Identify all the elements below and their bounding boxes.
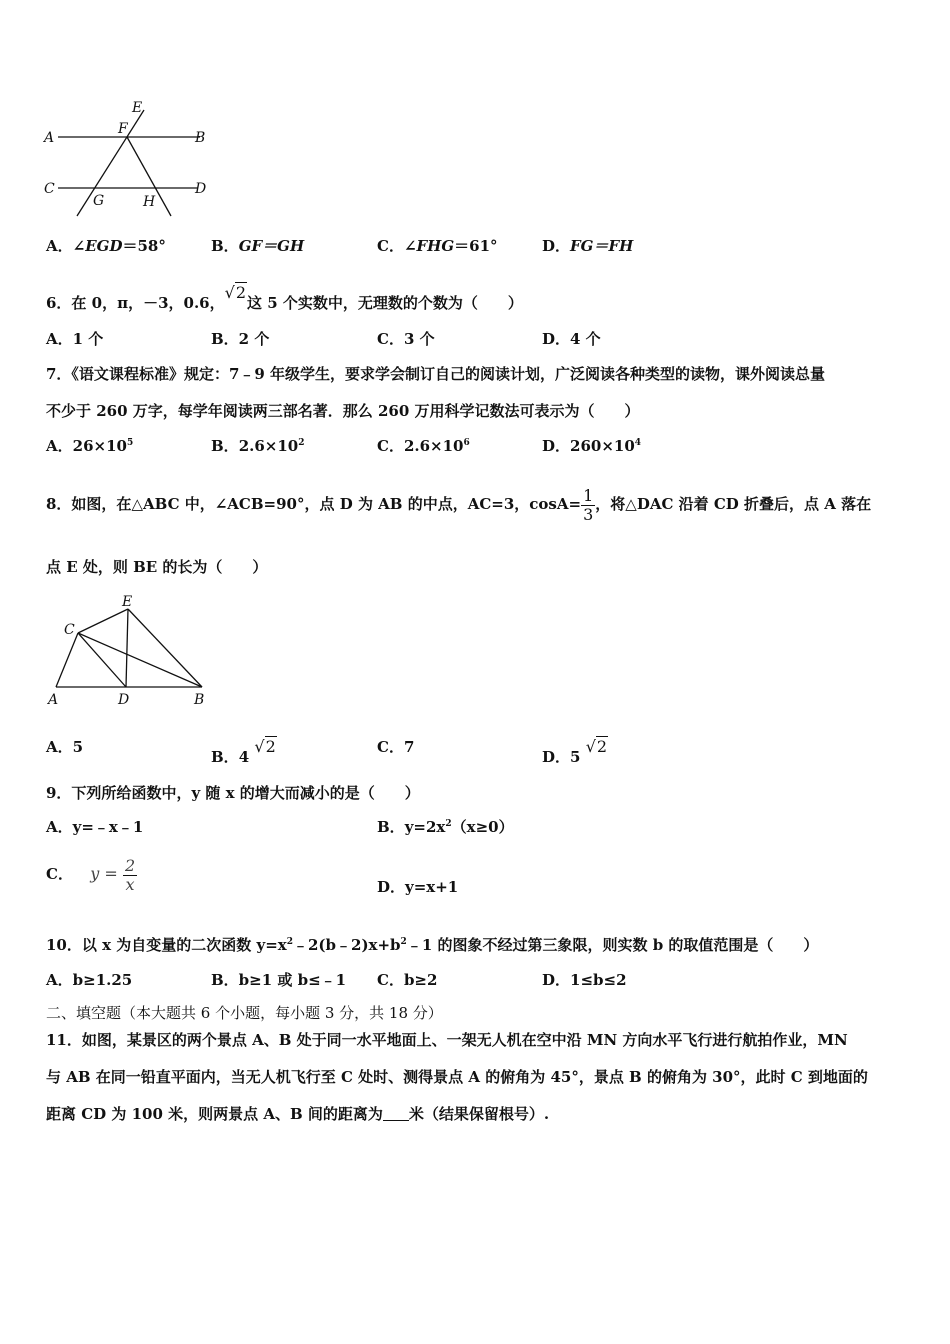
label-a: A: [48, 692, 59, 708]
q9-option-b: B．$y=2x^2(x\ge 0)$: [377, 818, 514, 836]
q5-option-b: B．GF＝GH: [211, 237, 305, 255]
section-title-fill-in: 二、填空题（本大题共 6 个小题，每小题 3 分，共 18 分）: [46, 1004, 443, 1022]
label-b: B: [194, 692, 205, 708]
answer-blank[interactable]: [383, 1106, 409, 1121]
q7-option-b: B．$2.6\times 10^2$: [211, 437, 305, 455]
q10-option-b: B．b≥1 或 b≤﹣1: [211, 971, 347, 989]
q8-stem-line2: 点 E 处，则 BE 的长为（ ）: [46, 558, 268, 576]
label-a: A: [44, 130, 55, 146]
label-d: D: [118, 692, 130, 708]
label-c: C: [44, 181, 55, 197]
q10-option-d: D．1≤b≤2: [542, 971, 627, 989]
label-c: C: [64, 622, 75, 638]
q11-stem-line2: 与 AB 在同一铅直平面内，当无人机飞行至 C 处时、测得景点 A 的俯角为 45°，景点 B 的俯角为 30°，此时 C 到地面的: [46, 1068, 868, 1086]
label-g: G: [93, 193, 105, 209]
q7-option-c: C．$2.6\times 10^6$: [377, 437, 470, 455]
q7-option-a: A．$26\times 10^5$: [46, 437, 134, 455]
q10-option-a: A．b≥1.25: [46, 971, 133, 989]
q9-stem: 9．下列所给函数中，y 随 x 的增大而减小的是（ ）: [46, 784, 420, 802]
q6-option-b: B．2 个: [211, 330, 270, 348]
segment-eb: [128, 609, 202, 687]
q7-stem-line2: 不少于 260 万字，每学年阅读两三部名著．那么 260 万用科学记数法可表示为（ ）: [46, 402, 640, 420]
q9-option-d: D．y=x+1: [377, 878, 459, 896]
label-d: D: [195, 181, 207, 197]
q10-stem: 10．以 x 为自变量的二次函数 $y=x^2﹣2(b﹣2)x+b^2﹣1$ 的图象不经过第三象限，则实数 b 的取值范围是（ ）: [46, 936, 819, 954]
side-cb: [78, 633, 202, 687]
line-ef: [77, 110, 144, 216]
label-h: H: [143, 194, 156, 210]
q8-option-b: B．4 √2: [211, 737, 276, 766]
q5-option-d: D．FG＝FH: [542, 237, 634, 255]
q11-stem-line3: 距离 CD 为 100 米，则两景点 A、B 间的距离为 米（结果保留根号）.: [46, 1105, 550, 1123]
label-f: F: [118, 121, 128, 137]
q5-option-c: C．∠FHG＝61°: [377, 237, 498, 255]
q7-option-d: D．$260\times 10^4$: [542, 437, 642, 455]
label-e: E: [122, 594, 133, 610]
figure-parallel-lines: [40, 96, 220, 221]
q8-stem-line1: 8．如图，在△ABC 中，∠ACB=90°，点 D 为 AB 的中点，AC=3，cosA= $\frac{1}{3}$ ，将△DAC 沿着 CD 折叠后，点 A 落在: [46, 485, 872, 524]
label-e: E: [132, 100, 143, 116]
q11-stem-line1: 11．如图，某景区的两个景点 A、B 处于同一水平地面上、一架无人机在空中沿 MN 方向水平飞行进行航拍作业，MN: [46, 1031, 848, 1049]
figure-triangle-fold: [42, 590, 214, 710]
segment-cd: [78, 633, 126, 687]
q5-option-a: A．∠EGD＝58°: [46, 237, 166, 255]
q9-option-a: A．y=﹣x﹣1: [46, 818, 144, 836]
q6-option-d: D．4 个: [542, 330, 601, 348]
cos-fraction: $\frac{1}{3}$: [583, 485, 594, 524]
side-ac: [56, 633, 78, 687]
q6-option-a: A．1 个: [46, 330, 104, 348]
q8-option-d: D．5 √2: [542, 737, 608, 766]
label-b: B: [195, 130, 206, 146]
q7-stem-line1: 7．《语文课程标准》规定：7﹣9 年级学生，要求学会制订自己的阅读计划，广泛阅读各种类型的读物，课外阅读总量: [46, 365, 826, 383]
segment-de: [126, 609, 128, 687]
segment-ce: [78, 609, 128, 633]
q6-option-c: C．3 个: [377, 330, 435, 348]
q8-option-a: A．5: [46, 738, 84, 756]
q8-option-c: C．7: [377, 738, 415, 756]
q9-option-c: C． y = $\frac{2}{x}$: [46, 855, 136, 894]
q10-option-c: C．b≥2: [377, 971, 438, 989]
q6-stem: 6．在 0，π，－3，0.6，√2这 5 个实数中，无理数的个数为（ ）: [46, 283, 523, 312]
